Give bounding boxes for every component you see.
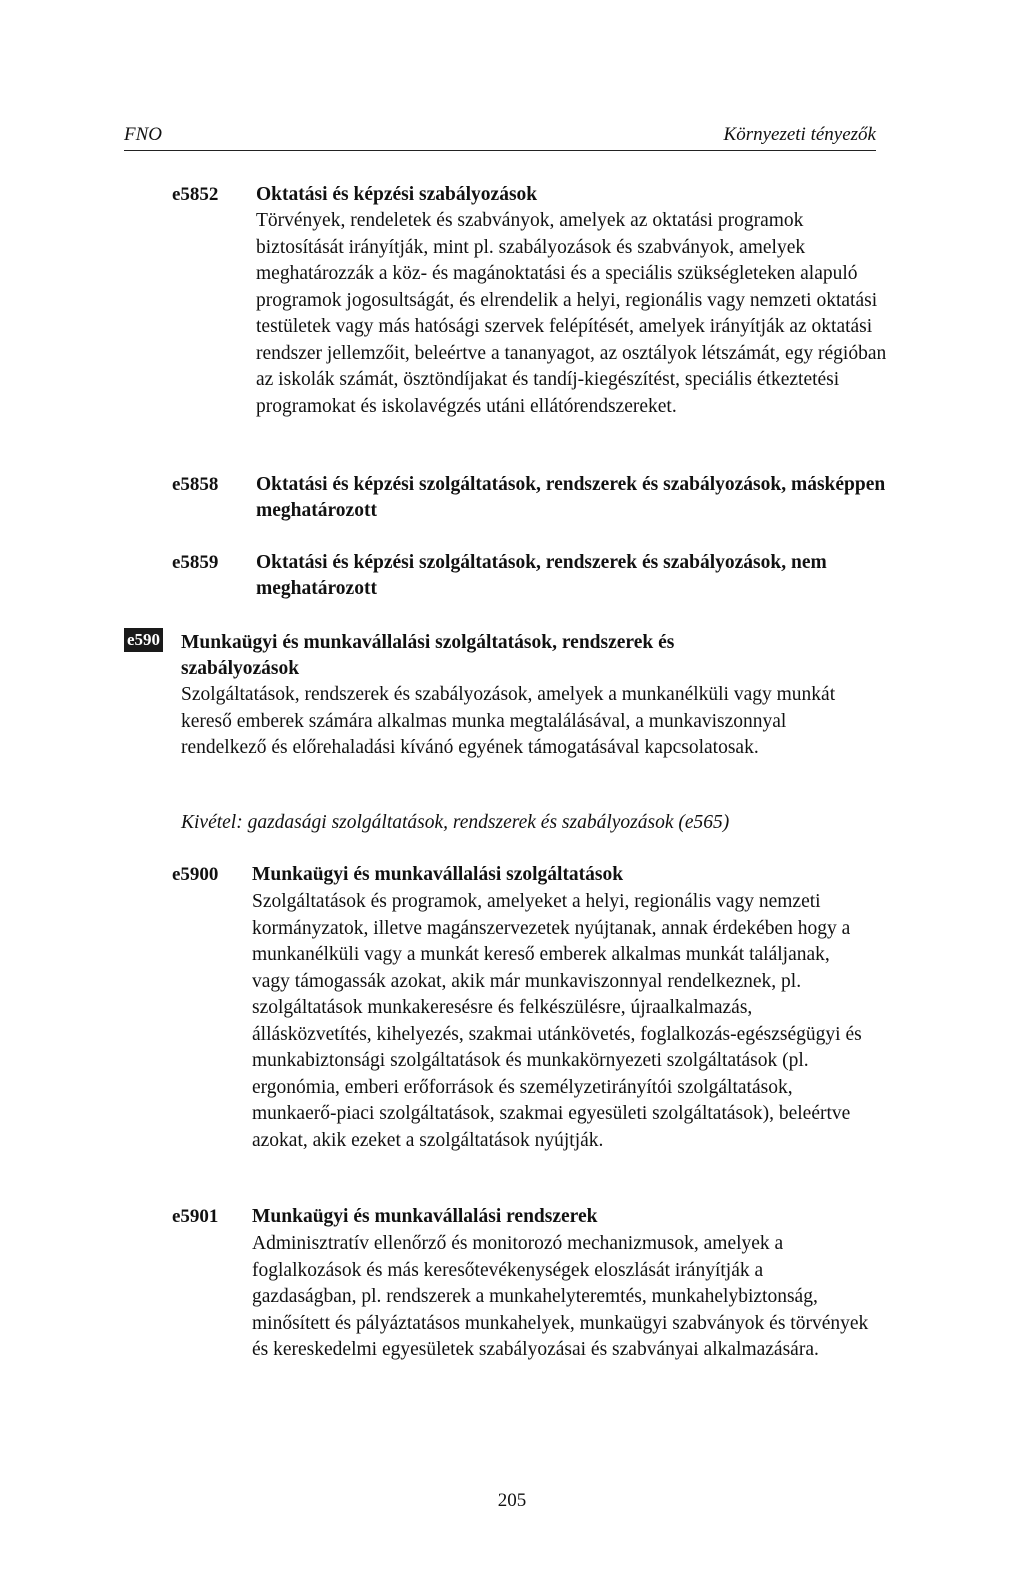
page-number: 205: [497, 1490, 527, 1511]
entry-title-e5901: Munkaügyi és munkavállalási rendszerek: [252, 1206, 598, 1227]
running-header-right: Környezeti tényezők: [723, 124, 876, 145]
entry-title-e5859: Oktatási és képzési szolgáltatások, rendszerek és szabályozások, nem meghatározott: [256, 552, 827, 599]
exception-note: Kivétel: gazdasági szolgáltatások, rendszerek és szabályozások (e565): [181, 812, 730, 833]
entry-body-e5852: Törvények, rendeletek és szabványok, amelyek az oktatási programok biztosítását irányítják, mint pl. szabályozások és szabványok, amelyek meghatározzák a köz- és magánoktatási és a speciális szükségleteken alapuló programok jogosultságát, és elrendelik a helyi, regionális vagy nemzeti oktatási testületek vagy más hatósági szervek felépítését, amelyek irányítják az oktatási rendszer jellemzőit, beleértve a tananyagot, az osztályok létszámát, egy régióban az iskolák számát, ösztöndíjakat és tandíj-kiegészítést, speciális étkeztetési programokat és iskolavégzés utáni ellátórendszereket.: [256, 210, 887, 417]
entry-body-e5901: Adminisztratív ellenőrző és monitorozó mechanizmusok, amelyek a foglalkozások és más keresőtevékenységek eloszlását irányítják a gazdaságban, pl. rendszerek a munkahelyteremtés, munkahelybiztonság, minősített és pályáztatásos munkahelyek, munkaügyi szabványok és törvények és kereskedelmi egyesületek szabályozásai és szabványai alkalmazására.: [252, 1233, 869, 1360]
entry-code-e5852: e5852: [172, 184, 219, 205]
entry-title-e5900: Munkaügyi és munkavállalási szolgáltatások: [252, 864, 624, 885]
entry-code-e5901: e5901: [172, 1206, 219, 1227]
running-header-left: FNO: [124, 124, 162, 145]
entry-code-e5859: e5859: [172, 552, 219, 573]
entry-title-e590: Munkaügyi és munkavállalási szolgáltatások, rendszerek és szabályozások: [181, 632, 675, 679]
entry-title-e5858: Oktatási és képzési szolgáltatások, rendszerek és szabályozások, másképpen meghatározott: [256, 474, 886, 521]
header-rule: [124, 150, 876, 151]
entry-code-badge-e590: e590: [124, 628, 163, 652]
entry-body-e590: Szolgáltatások, rendszerek és szabályozások, amelyek a munkanélküli vagy munkát kereső emberek számára alkalmas munka megtalálásával, a munkaviszonnyal rendelkező és előrehaladási kívánó egyének támogatásával kapcsolatosak.: [181, 684, 836, 758]
entry-code-e5900: e5900: [172, 864, 219, 885]
entry-code-e5858: e5858: [172, 474, 219, 495]
entry-title-e5852: Oktatási és képzési szabályozások: [256, 184, 538, 205]
entry-body-e5900: Szolgáltatások és programok, amelyeket a helyi, regionális vagy nemzeti kormányzatok, illetve magánszervezetek nyújtanak, annak érdekében hogy a munkanélküli vagy a munkát kereső emberek alkalmas munkát találjanak, vagy támogassák azokat, akik már munkaviszonnyal rendelkeznek, pl. szolgáltatások munkakeresésre és felkészülésre, újraalkalmazás, állásközvetítés, kihelyezés, szakmai utánkövetés, foglalkozás-egészségügyi és munkabiztonsági szolgáltatások és munkakörnyezeti szolgáltatások (pl. ergonómia, emberi erőforrások és személyzetirányítói szolgáltatások, munkaerő-piaci szolgáltatások, szakmai egyesületi szolgáltatások), beleértve azokat, akik ezeket a szolgáltatások nyújtják.: [252, 891, 862, 1151]
